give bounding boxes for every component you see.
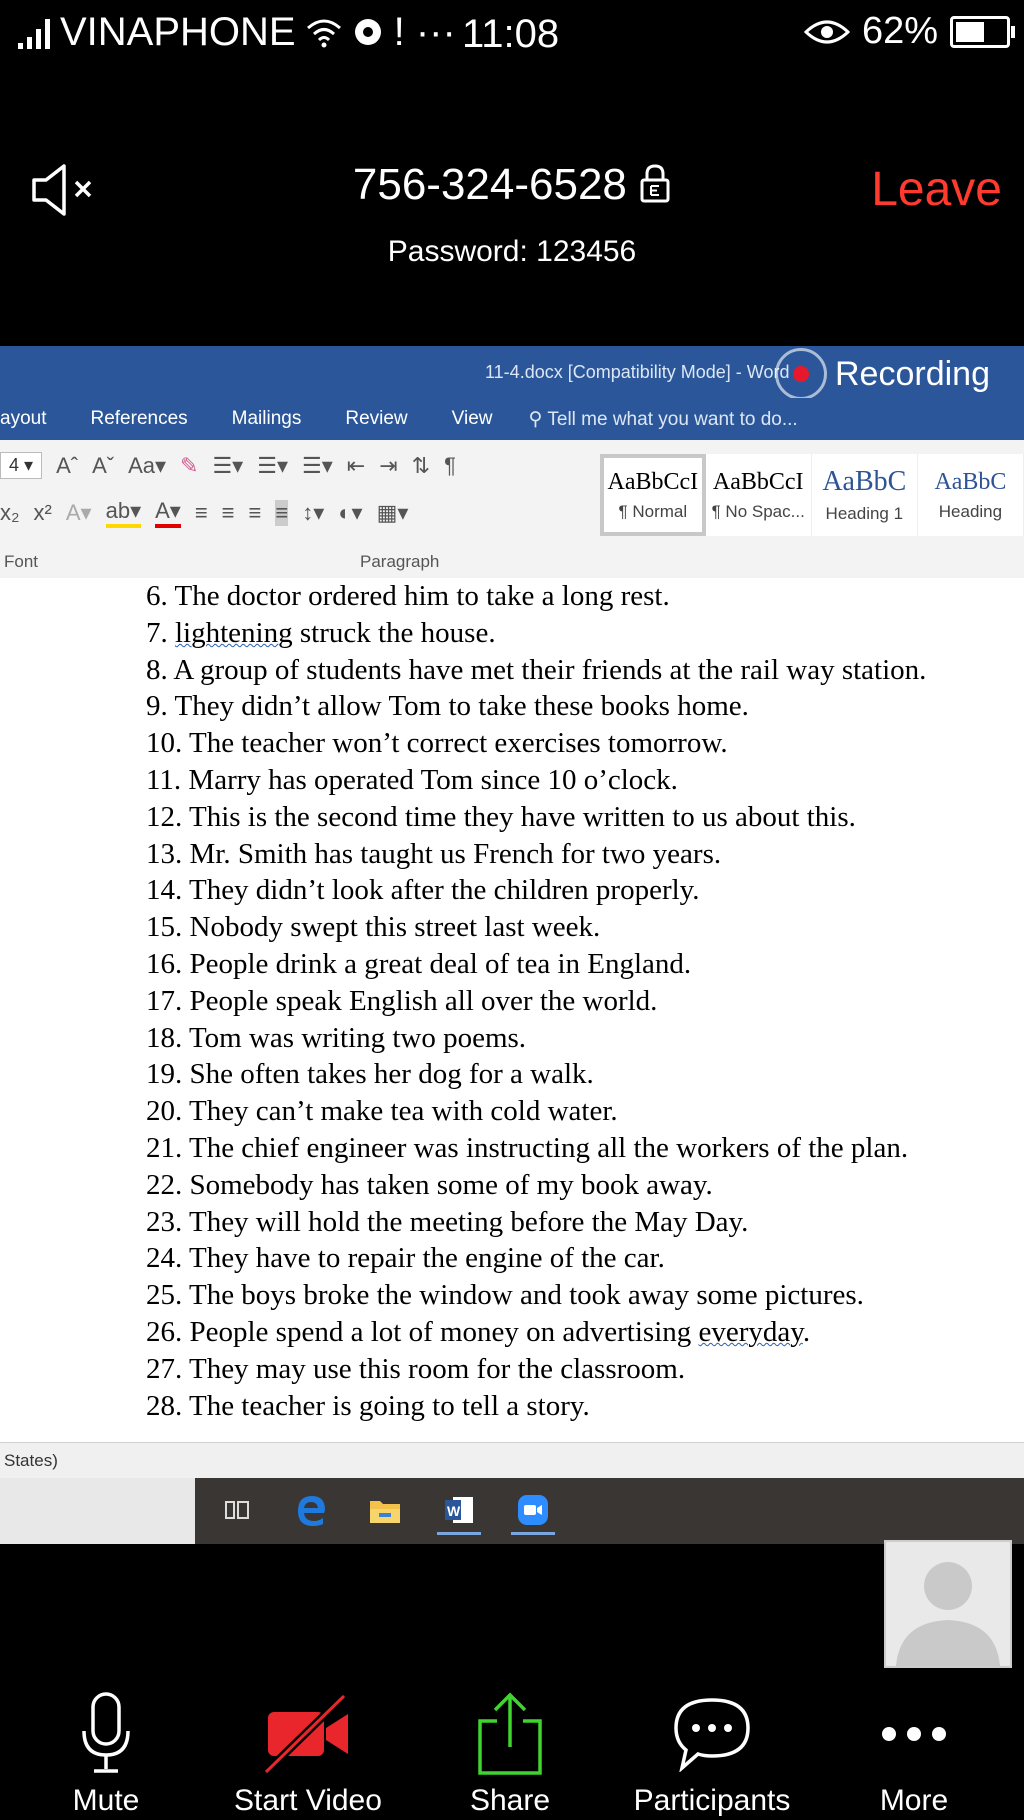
recording-indicator xyxy=(775,348,990,400)
pilcrow-icon[interactable]: ¶ xyxy=(444,452,456,478)
video-off-icon xyxy=(218,1690,398,1778)
align-right-icon[interactable]: ≡ xyxy=(248,500,262,525)
tab-mailings[interactable]: Mailings xyxy=(231,408,302,429)
document-line: 7. lightening struck the house. xyxy=(146,616,496,649)
word-app-icon[interactable] xyxy=(437,1488,481,1535)
document-line: 27. They may use this room for the classroom. xyxy=(146,1352,686,1385)
document-line: 20. They can’t make tea with cold water. xyxy=(146,1095,618,1128)
document-line: 17. People speak English all over the world. xyxy=(146,984,658,1017)
document-line: 18. Tom was writing two poems. xyxy=(146,1021,527,1054)
wifi-icon xyxy=(306,18,342,48)
mute-button[interactable] xyxy=(16,1690,196,1818)
language-status: States) xyxy=(4,1451,58,1470)
font-size-select[interactable]: 4 ▾ xyxy=(0,452,42,479)
start-video-label: Start Video xyxy=(234,1784,382,1817)
font-color-icon[interactable]: A▾ xyxy=(155,498,181,528)
meeting-toolbar xyxy=(0,1690,1024,1820)
status-left xyxy=(18,10,456,55)
phone-status-bar xyxy=(0,0,1024,70)
styles-gallery xyxy=(600,454,1024,536)
tab-view[interactable]: View xyxy=(451,408,493,429)
document-lines xyxy=(146,578,926,1424)
font-group-label: Font xyxy=(4,552,39,571)
document-line: 16. People drink a great deal of tea in England. xyxy=(146,947,692,980)
style-sample: AaBbC xyxy=(822,466,907,497)
style-name: ¶ Normal xyxy=(618,501,688,521)
document-line: 23. They will hold the meeting before the May Day. xyxy=(146,1205,749,1238)
bullets-icon[interactable]: ☰▾ xyxy=(212,452,244,478)
shared-screen xyxy=(0,346,1024,1544)
chat-bubble-icon xyxy=(622,1690,802,1778)
participants-button[interactable] xyxy=(622,1690,802,1818)
share-icon xyxy=(420,1690,600,1778)
justify-icon[interactable]: ≡ xyxy=(275,500,289,525)
document-line: 11. Marry has operated Tom since 10 o’clock. xyxy=(146,763,678,796)
meeting-id-text: 756-324-6528 xyxy=(352,160,627,209)
document-line: 6. The doctor ordered him to take a long rest. xyxy=(146,580,670,612)
meeting-password: Password: 123456 xyxy=(387,235,637,268)
font-row-2 xyxy=(0,498,408,528)
style-normal[interactable] xyxy=(600,454,706,536)
borders-icon[interactable]: ▦▾ xyxy=(376,500,409,525)
tab-review[interactable]: Review xyxy=(345,408,408,429)
grow-font-icon[interactable]: Aˆ xyxy=(56,452,79,478)
paragraph-group-label: Paragraph xyxy=(360,552,440,571)
document-title: 11-4.docx [Compatibility Mode] - Word xyxy=(485,362,790,382)
avatar-placeholder-icon xyxy=(886,1542,1010,1666)
signal-icon xyxy=(18,17,50,49)
zoom-app-icon[interactable] xyxy=(511,1488,555,1535)
document-line: 22. Somebody has taken some of my book away. xyxy=(146,1168,713,1201)
spelling-flag[interactable]: lightening xyxy=(175,616,293,649)
sort-icon[interactable]: ⇅ xyxy=(411,452,431,478)
document-line: 13. Mr. Smith has taught us French for two years. xyxy=(146,837,722,870)
status-time: 11:08 xyxy=(462,12,560,56)
numbering-icon[interactable]: ☰▾ xyxy=(257,452,288,478)
lightbulb-icon: ⚲ xyxy=(528,408,543,430)
tab-layout[interactable]: ayout xyxy=(0,408,47,429)
status-right xyxy=(804,10,1010,53)
style-name: ¶ No Spac... xyxy=(711,501,805,521)
multilevel-icon[interactable]: ☰▾ xyxy=(301,452,333,478)
tell-me-box[interactable] xyxy=(515,408,798,431)
document-line: 28. The teacher is going to tell a story. xyxy=(146,1389,590,1422)
font-size-value: 4 xyxy=(9,455,20,475)
document-line: 10. The teacher won’t correct exercises tomorrow. xyxy=(146,727,728,760)
leave-button[interactable]: Leave xyxy=(871,163,1002,216)
style-sample: AaBbCcI xyxy=(712,468,804,495)
style-no-spacing[interactable] xyxy=(706,454,812,536)
subscript-icon[interactable]: x₂ xyxy=(0,500,20,525)
shrink-font-icon[interactable]: Aˇ xyxy=(92,452,115,478)
shading-icon[interactable]: ◐▾ xyxy=(338,500,363,525)
style-name: Heading 1 xyxy=(825,504,904,523)
ribbon xyxy=(0,440,1024,579)
svg-text:W: W xyxy=(447,1502,461,1519)
more-label: More xyxy=(879,1784,949,1817)
record-icon xyxy=(775,348,827,400)
file-explorer-icon[interactable] xyxy=(363,1488,407,1535)
document-line: 25. The boys broke the window and took away some pictures. xyxy=(146,1279,864,1312)
increase-indent-icon[interactable]: ⇥ xyxy=(379,452,398,478)
more-dots-icon xyxy=(824,1690,1004,1778)
ribbon-tabs xyxy=(0,398,1024,440)
document-line: 19. She often takes her dog for a walk. xyxy=(146,1058,594,1091)
lock-icon xyxy=(639,163,671,203)
align-left-icon[interactable]: ≡ xyxy=(194,500,208,525)
share-label: Share xyxy=(469,1784,551,1817)
meeting-header xyxy=(0,140,1024,275)
document-line: 12. This is the second time they have written to us about this. xyxy=(146,800,856,833)
spelling-flag[interactable]: everyday xyxy=(698,1315,803,1348)
mute-label: Mute xyxy=(72,1784,140,1817)
document-line: 9. They didn’t allow Tom to take these books home. xyxy=(146,690,749,723)
word-titlebar xyxy=(0,346,1024,398)
task-view-icon[interactable] xyxy=(215,1488,259,1535)
highlight-icon[interactable]: ab▾ xyxy=(106,498,142,528)
align-center-icon[interactable]: ≡ xyxy=(221,500,235,525)
superscript-icon[interactable]: x² xyxy=(33,500,52,525)
microphone-icon xyxy=(16,1690,196,1778)
edge-icon[interactable] xyxy=(289,1488,333,1535)
style-name: Heading xyxy=(938,501,1003,521)
document-line: 8. A group of students have met their friends at the rail way station. xyxy=(146,653,927,686)
participants-label: Participants xyxy=(633,1784,791,1817)
notification-dots: ! ··· xyxy=(393,10,456,54)
document-line: 26. People spend a lot of money on advertising everyday. xyxy=(146,1315,811,1348)
more-button[interactable] xyxy=(824,1690,1004,1818)
word-status-bar xyxy=(0,1442,1024,1479)
share-button[interactable] xyxy=(420,1690,600,1818)
document-line: 14. They didn’t look after the children properly. xyxy=(146,874,700,907)
carrier-name: VINAPHONE xyxy=(60,10,296,54)
change-case-icon[interactable]: Aa▾ xyxy=(128,452,167,478)
battery-percent: 62% xyxy=(861,10,938,52)
document-line: 21. The chief engineer was instructing all the workers of the plan. xyxy=(146,1131,909,1164)
style-sample: AaBbCcI xyxy=(607,468,699,495)
font-row-1 xyxy=(0,452,456,479)
text-effects-icon[interactable]: A▾ xyxy=(65,500,92,525)
tell-me-text: Tell me what you want to do... xyxy=(547,408,798,430)
start-video-button[interactable] xyxy=(218,1690,398,1818)
messenger-icon xyxy=(352,17,384,49)
style-heading-2[interactable] xyxy=(918,454,1024,536)
document-line: 24. They have to repair the engine of the car. xyxy=(146,1242,665,1275)
taskbar-icons xyxy=(195,1478,1024,1544)
tab-references[interactable]: References xyxy=(90,408,188,429)
style-sample: AaBbC xyxy=(934,468,1007,495)
document-page[interactable] xyxy=(0,578,1024,1498)
clear-format-icon[interactable]: ✎ xyxy=(180,452,199,478)
document-line: 15. Nobody swept this street last week. xyxy=(146,911,601,944)
decrease-indent-icon[interactable]: ⇤ xyxy=(346,452,366,478)
line-spacing-icon[interactable]: ↕▾ xyxy=(302,500,325,525)
style-heading-1[interactable] xyxy=(812,454,918,536)
battery-icon xyxy=(950,16,1010,48)
eye-icon xyxy=(804,18,850,46)
windows-taskbar xyxy=(0,1478,1024,1544)
recording-label: Recording xyxy=(835,354,990,393)
self-video-thumbnail[interactable] xyxy=(884,1540,1012,1668)
